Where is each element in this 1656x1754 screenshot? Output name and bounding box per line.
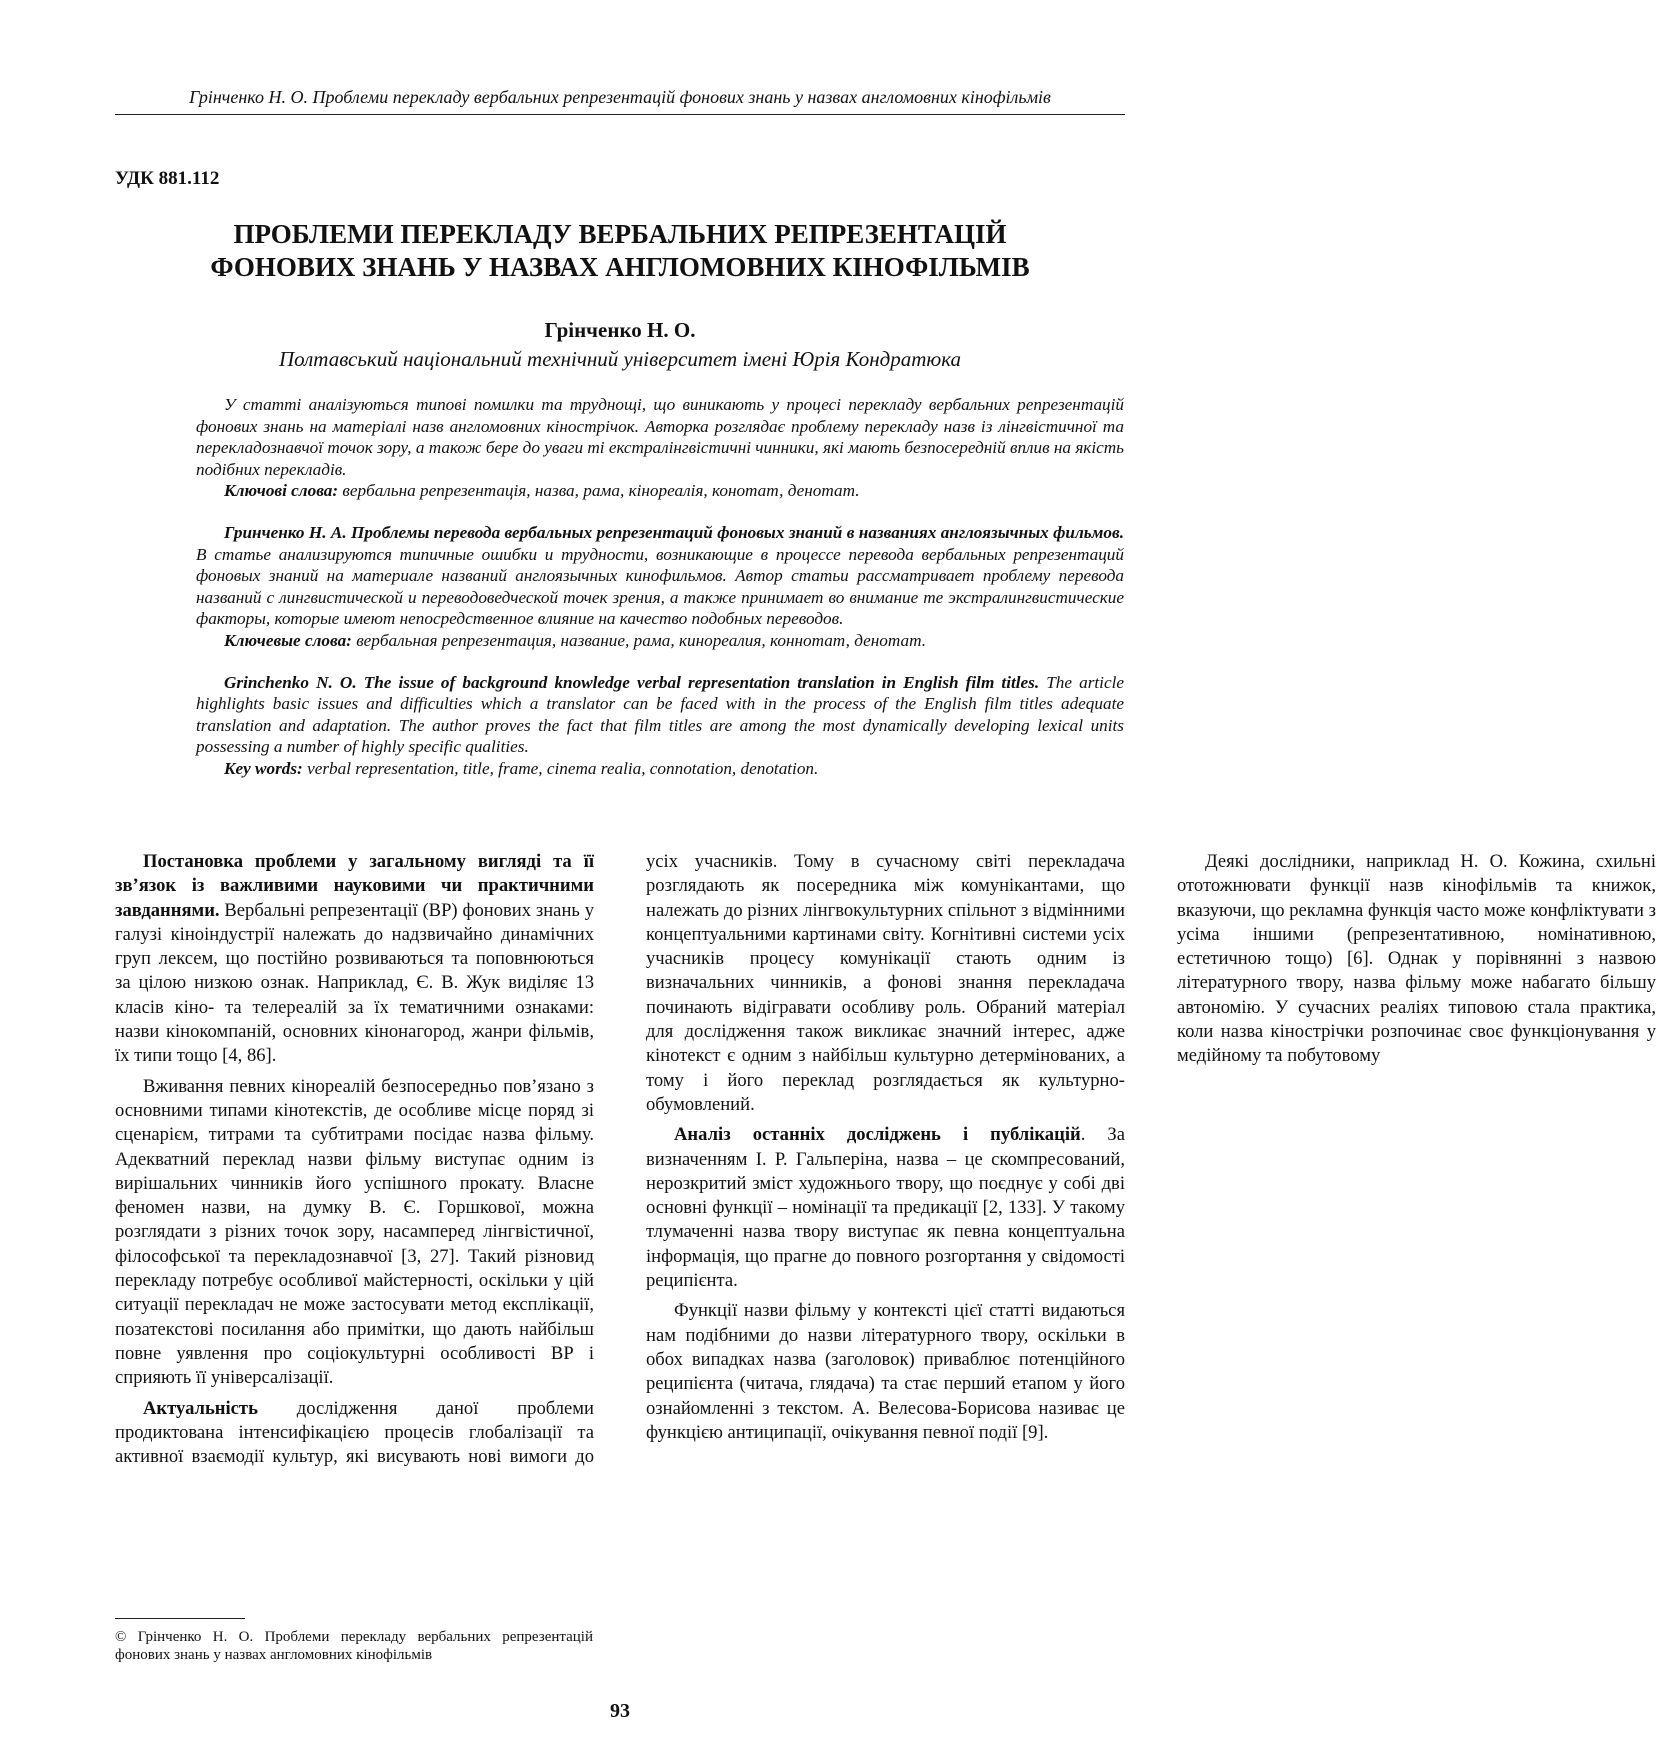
title-line-1: ПРОБЛЕМИ ПЕРЕКЛАДУ ВЕРБАЛЬНИХ РЕПРЕЗЕНТАЦІЙ	[233, 219, 1007, 249]
abstract-ru-text: В статье анализируются типичные ошибки и трудности, возникающие в процессе перевода вербальных репрезентаций фоновых знаний на материале названий англоязычных кинофильмов. Автор статьи рассматривает проблему перевода названий с лингвистической и переводоведческой точек зрения, а также принимает во внимание те экстралингвистические факторы, которые имеют непосредственное влияние на качество подобных переводов.	[196, 544, 1124, 629]
author-name: Грінченко Н. О.	[544, 318, 696, 342]
keywords-en	[196, 758, 1124, 780]
keywords-ru	[196, 630, 1124, 652]
body-text	[115, 850, 1656, 1478]
section-heading-problem: Постановка проблеми у загальному вигляді та її зв’язок із важливими науковими чи практичними завданнями.	[115, 851, 594, 921]
section-heading-relevance: Актуальність	[143, 1397, 258, 1419]
abstracts	[196, 394, 1124, 780]
abstract-ru-lead: Гринченко Н. А. Проблемы перевода вербальных репрезентаций фоновых знаний в названиях англоязычных фильмов.	[224, 522, 1124, 542]
body-paragraph: Актуальність дослідження даної проблеми продиктована інтенсифікацією процесів глобалізації та активної взаємодії культур, які висувають нові вимоги до усіх учасників. Тому в сучасному світі перекладача розглядають як посередника між комунікантами, що належать до різних лінгвокультурних спільнот з відмінними концептуальними картинами світу. Когнітивні системи усіх учасників процесу комунікації стають одним із визначальних чинників, а фонові знання перекладача починають відігравати особливу роль. Обраний матеріал для дослідження також викликає значний інтерес, адже кінотекст є одним з найбільш культурно детермінованих, а тому і його переклад розглядається як культурно-обумовлений.	[115, 851, 1125, 1468]
abstract-en	[196, 672, 1124, 758]
title-line-2: ФОНОВИХ ЗНАНЬ У НАЗВАХ АНГЛОМОВНИХ КІНОФІЛЬМІВ	[210, 252, 1030, 282]
keywords-ru-list: вербальная репрезентация, название, рама, кинореалия, коннотат, денотат.	[351, 630, 927, 650]
keywords-uk-label: Ключові слова:	[224, 481, 339, 501]
keywords-uk-list: вербальна репрезентація, назва, рама, кінореалія, конотат, денотат.	[338, 481, 860, 501]
keywords-en-label: Key words:	[224, 758, 303, 778]
running-header: Грінченко Н. О. Проблеми перекладу вербальних репрезентацій фонових знань у назвах англомовних кінофільмів	[115, 86, 1125, 115]
body-paragraph: Вживання певних кінореалій безпосередньо пов’язано з основними типами кінотекстів, де особливе місце поряд зі сценарієм, титрами та субтитрами посідає назва фільму. Адекватний переклад назви фільму виступає одним із вирішальних чинників його успішного прокату. Власне феномен назви, на думку В. Є. Горшкової, можна розглядати з різних точок зору, насамперед лінгвістичної, філософської та перекладознавчої [3, 27]. Такий різновид перекладу потребує особливої майстерності, оскільки у цій ситуації перекладач не може застосувати метод експлікації, позатекстові посилання або примітки, що дають найбільш повне уявлення про соціокультурні особливості ВР і сприяють її універсалізації.	[115, 1075, 594, 1389]
udk-code: УДК 881.112	[115, 168, 220, 189]
footnote-divider	[115, 1618, 245, 1619]
abstract-en-lead: Grinchenko N. O. The issue of background knowledge verbal representation translation in English film titles.	[224, 672, 1040, 692]
abstract-uk: У статті аналізуються типові помилки та труднощі, що виникають у процесі перекладу вербальних репрезентацій фонових знань на матеріалі назв англомовних кінострічок. Авторка розглядає проблему перекладу назв із лінгвістичної та перекладознавчої точок зору, а також бере до уваги ті екстралінгвістичні чинники, які мають безпосередній вплив на якість подібних перекладів.	[196, 395, 1124, 479]
author-affiliation: Полтавський національний технічний університет імені Юрія Кондратюка	[278, 347, 962, 371]
page-number: 93	[610, 1700, 630, 1722]
keywords-en-list: verbal representation, title, frame, cinema realia, connotation, denotation.	[302, 758, 819, 778]
abstract-ru	[196, 522, 1124, 630]
body-paragraph: Деякі дослідники, наприклад Н. О. Кожина, схильні ототожнювати функції назв кінофільмів та книжок, вказуючи, що рекламна функція часто може конфліктувати з усіма іншими (репрезентативною, номінативною, естетичною тощо) [6]. Однак у порівнянні з назвою літературного твору, назва фільму може набагато більшу автономію. У сучасних реаліях типовою стала практика, коли назва кінострічки розпочинає своє функціонування у медійному та побутовому	[1177, 851, 1656, 1067]
copyright-footnote: © Грінченко Н. О. Проблеми перекладу вербальних репрезентацій фонових знань у назвах англомовних кінофільмів	[115, 1629, 593, 1663]
abstract-en-text: The article highlights basic issues and difficulties which a translator can be faced with in the process of the English film titles adequate translation and adaptation. The author proves the fact that film titles are among the most dynamically developing lexical units possessing a number of highly specific qualities.	[196, 672, 1124, 757]
body-paragraph: Аналіз останніх досліджень і публікацій. За визначенням І. Р. Гальперіна, назва – це скомпресований, нерозкритий зміст художнього твору, що поєднує у собі дві основні функції – номінації та предикації [2, 133]. У такому тлумаченні назва твору виступає як певна концептуальна інформація, що прагне до повного розгортання у свідомості реципієнта.	[646, 1124, 1125, 1292]
keywords-uk	[196, 480, 1124, 502]
body-paragraph: Функції назви фільму у контексті цієї статті видаються нам подібними до назви літературного твору, оскільки в обох випадках назва (заголовок) приваблює потенційного реципієнта (читача, глядача) та стає перший етапом у його ознайомленні з текстом. А. Велесова-Борисова називає це функцією антиципації, очікування певної події [9].	[646, 1300, 1125, 1443]
body-paragraph: Постановка проблеми у загальному вигляді та її зв’язок із важливими науковими чи практичними завданнями. Вербальні репрезентації (ВР) фонових знань у галузі кіноіндустрії належать до надзвичайно динамічних груп лексем, що постійно розвиваються та поповнюються за цілою низкою ознак. Наприклад, Є. В. Жук виділяє 13 класів кіно- та телереалій за їх тематичними ознаками: назви кінокомпаній, основних кінонагород, жанри фільмів, їх типи тощо [4, 86].	[115, 851, 594, 1067]
section-heading-literature: Аналіз останніх досліджень і публікацій	[674, 1124, 1081, 1146]
keywords-ru-label: Ключевые слова:	[224, 630, 352, 650]
article-title	[115, 218, 1125, 284]
